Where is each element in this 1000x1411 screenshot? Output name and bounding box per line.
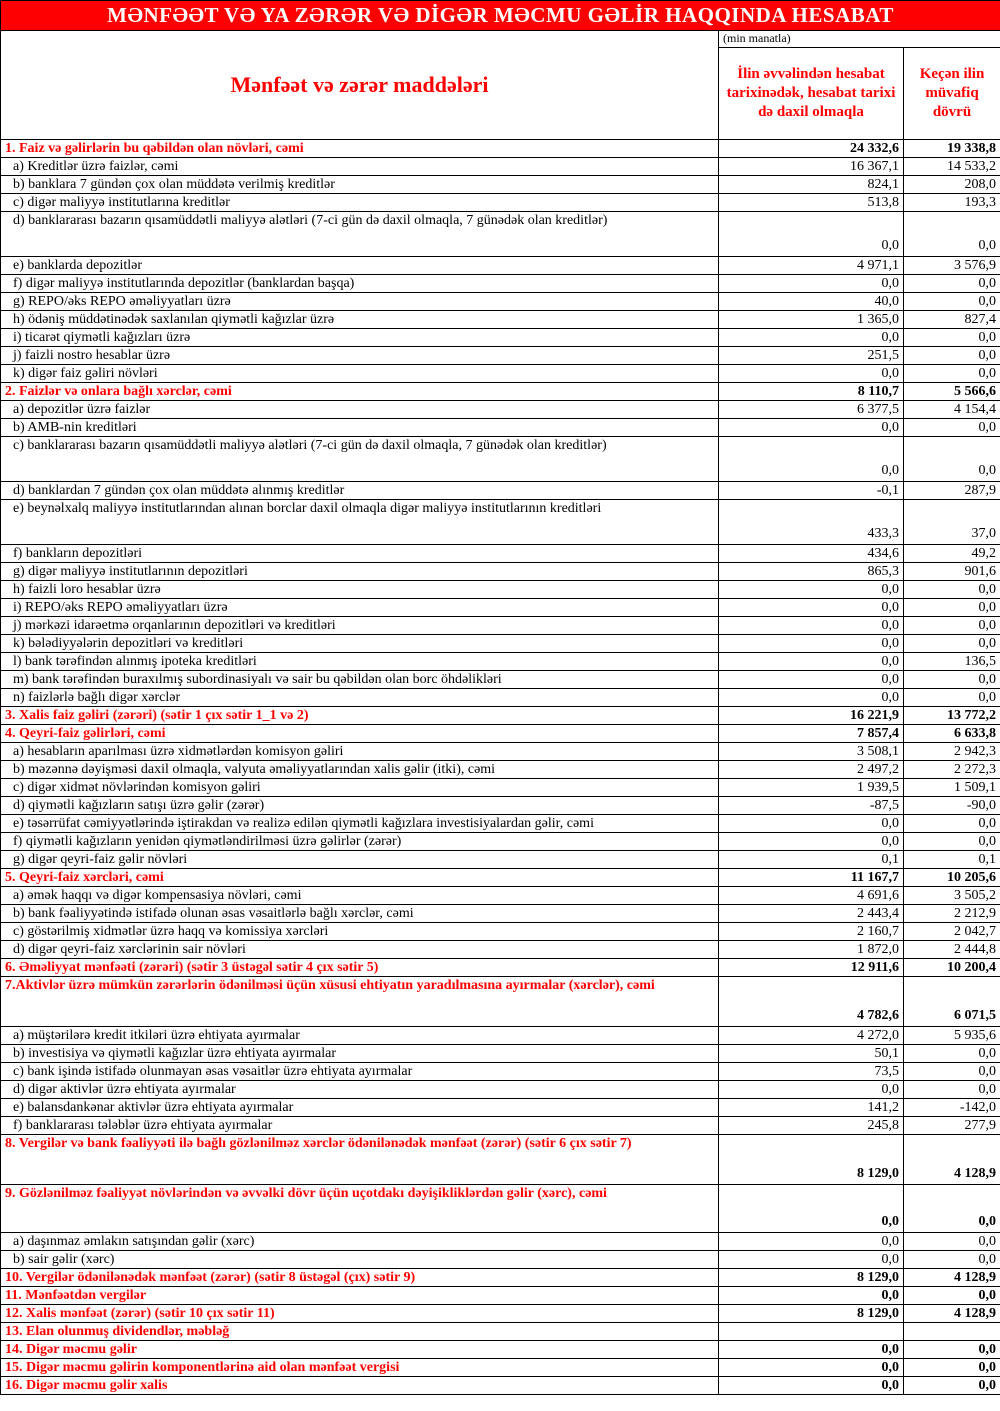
row-label: e) balansdankənar aktivlər üzrə ehtiyata ayırmalar <box>1 1099 719 1117</box>
row-label: f) digər maliyyə institutlarında depozitlər (banklardan başqa) <box>1 275 719 293</box>
value-previous-period: 4 154,4 <box>904 401 1000 419</box>
row-label: d) digər qeyri-faiz xərclərinin sair növləri <box>1 941 719 959</box>
value-previous-period: 3 505,2 <box>904 887 1000 905</box>
table-row <box>1 1359 1000 1377</box>
row-label: b) bank fəaliyyətində istifadə olunan əsas vəsaitlərlə bağlı xərclər, cəmi <box>1 905 719 923</box>
table-row <box>1 941 1000 959</box>
value-previous-period: 0,0 <box>904 419 1000 437</box>
value-current-period: 0,0 <box>719 1185 904 1233</box>
row-label: 6. Əməliyyat mənfəəti (zərəri) (sətir 3 üstəgəl sətir 4 çıx sətir 5) <box>1 959 719 977</box>
row-label: c) göstərilmiş xidmətlər üzrə haqq və komissiya xərcləri <box>1 923 719 941</box>
row-label: 2. Faizlər və onlara bağlı xərclər, cəmi <box>1 383 719 401</box>
value-previous-period: 0,0 <box>904 1377 1000 1395</box>
value-previous-period: 49,2 <box>904 545 1000 563</box>
value-previous-period: 0,0 <box>904 599 1000 617</box>
value-current-period <box>719 1323 904 1341</box>
row-label: d) banklardan 7 gündən çox olan müddətə alınmış kreditlər <box>1 482 719 500</box>
table-row <box>1 689 1000 707</box>
table-row <box>1 158 1000 176</box>
value-current-period: 0,0 <box>719 1359 904 1377</box>
value-current-period: 245,8 <box>719 1117 904 1135</box>
value-current-period: 12 911,6 <box>719 959 904 977</box>
table-row <box>1 1341 1000 1359</box>
row-label: g) REPO/əks REPO əməliyyatları üzrə <box>1 293 719 311</box>
table-row <box>1 1323 1000 1341</box>
table-row <box>1 140 1000 158</box>
table-row <box>1 1081 1000 1099</box>
row-label: 4. Qeyri-faiz gəlirləri, cəmi <box>1 725 719 743</box>
column-header-current-period: İlin əvvəlindən hesabat tarixinədək, hesabat tarixi də daxil olmaqla <box>719 48 904 140</box>
row-label: h) ödəniş müddətinədək saxlanılan qiymətli kağızlar üzrə <box>1 311 719 329</box>
row-label: a) müştərilərə kredit itkiləri üzrə ehtiyata ayırmalar <box>1 1027 719 1045</box>
value-previous-period: 5 566,6 <box>904 383 1000 401</box>
row-label: d) banklararası bazarın qısamüddətli maliyyə alətləri (7-ci gün də daxil olmaqla, 7 günədək olan kreditlər) <box>1 212 719 257</box>
value-previous-period: 10 200,4 <box>904 959 1000 977</box>
table-row <box>1 545 1000 563</box>
row-label: g) digər maliyyə institutlarının depozitləri <box>1 563 719 581</box>
table-row <box>1 653 1000 671</box>
table-row <box>1 212 1000 257</box>
table-row <box>1 1045 1000 1063</box>
row-label: m) bank tərəfindən buraxılmış subordinasiyalı və sair bu qəbildən olan borc öhdəlikləri <box>1 671 719 689</box>
value-current-period: 8 110,7 <box>719 383 904 401</box>
value-current-period: 434,6 <box>719 545 904 563</box>
value-current-period: 1 872,0 <box>719 941 904 959</box>
value-previous-period: -90,0 <box>904 797 1000 815</box>
value-current-period: 1 939,5 <box>719 779 904 797</box>
value-current-period: 1 365,0 <box>719 311 904 329</box>
row-label: f) qiymətli kağızların yenidən qiymətləndirilməsi üzrə gəlirlər (zərər) <box>1 833 719 851</box>
value-previous-period: 0,0 <box>904 635 1000 653</box>
row-label: 16. Digər məcmu gəlir xalis <box>1 1377 719 1395</box>
value-previous-period <box>904 1323 1000 1341</box>
value-previous-period: 0,0 <box>904 671 1000 689</box>
value-current-period: 0,0 <box>719 275 904 293</box>
value-previous-period: 0,0 <box>904 347 1000 365</box>
value-previous-period: 0,0 <box>904 1081 1000 1099</box>
value-current-period: 0,0 <box>719 833 904 851</box>
row-label: i) REPO/əks REPO əməliyyatları üzrə <box>1 599 719 617</box>
value-current-period: 16 221,9 <box>719 707 904 725</box>
value-previous-period: 10 205,6 <box>904 869 1000 887</box>
row-label: 13. Elan olunmuş dividendlər, məbləğ <box>1 1323 719 1341</box>
value-current-period: 251,5 <box>719 347 904 365</box>
value-current-period: 4 971,1 <box>719 257 904 275</box>
value-previous-period: -142,0 <box>904 1099 1000 1117</box>
value-current-period: 4 782,6 <box>719 977 904 1027</box>
table-row <box>1 293 1000 311</box>
title-row <box>1 1 1000 31</box>
table-row <box>1 581 1000 599</box>
value-current-period: 0,0 <box>719 1251 904 1269</box>
value-current-period: 433,3 <box>719 500 904 545</box>
row-label: h) faizli loro hesablar üzrə <box>1 581 719 599</box>
row-label: e) beynəlxalq maliyyə institutlarından alınan borclar daxil olmaqla digər maliyyə institutlarının kreditləri <box>1 500 719 545</box>
value-current-period: 24 332,6 <box>719 140 904 158</box>
row-label: 7.Aktivlər üzrə mümkün zərərlərin ödənilməsi üçün xüsusi ehtiyatın yaradılmasına ayırmalar (xərclər), cəmi <box>1 977 719 1027</box>
value-current-period: -0,1 <box>719 482 904 500</box>
value-current-period: 11 167,7 <box>719 869 904 887</box>
value-previous-period: 6 071,5 <box>904 977 1000 1027</box>
row-label: l) bank tərəfindən alınmış ipoteka kreditləri <box>1 653 719 671</box>
value-current-period: 2 443,4 <box>719 905 904 923</box>
table-row <box>1 869 1000 887</box>
value-previous-period: 0,0 <box>904 293 1000 311</box>
value-previous-period: 3 576,9 <box>904 257 1000 275</box>
value-previous-period: 1 509,1 <box>904 779 1000 797</box>
row-label: c) bank işində istifadə olunmayan əsas vəsaitlər üzrə ehtiyata ayırmalar <box>1 1063 719 1081</box>
table-row <box>1 383 1000 401</box>
row-label: b) investisiya və qiymətli kağızlar üzrə ehtiyata ayırmalar <box>1 1045 719 1063</box>
value-current-period: 4 272,0 <box>719 1027 904 1045</box>
table-row <box>1 815 1000 833</box>
value-current-period: 2 497,2 <box>719 761 904 779</box>
value-previous-period: 4 128,9 <box>904 1305 1000 1323</box>
table-row <box>1 563 1000 581</box>
row-label: 3. Xalis faiz gəliri (zərəri) (sətir 1 çıx sətir 1_1 və 2) <box>1 707 719 725</box>
value-previous-period: 4 128,9 <box>904 1269 1000 1287</box>
value-current-period: 8 129,0 <box>719 1305 904 1323</box>
value-current-period: 513,8 <box>719 194 904 212</box>
value-current-period: 0,0 <box>719 365 904 383</box>
value-current-period: 4 691,6 <box>719 887 904 905</box>
table-row <box>1 599 1000 617</box>
value-current-period: 0,0 <box>719 1081 904 1099</box>
row-label: j) faizli nostro hesablar üzrə <box>1 347 719 365</box>
table-row <box>1 482 1000 500</box>
value-current-period: 0,0 <box>719 689 904 707</box>
row-label: 8. Vergilər və bank fəaliyyəti ilə bağlı gözlənilməz xərclər ödənilənədək mənfəət (zərər) (sətir 6 çıx sətir 7) <box>1 1135 719 1185</box>
value-previous-period: 0,1 <box>904 851 1000 869</box>
value-previous-period: 277,9 <box>904 1117 1000 1135</box>
value-previous-period: 193,3 <box>904 194 1000 212</box>
value-current-period: 7 857,4 <box>719 725 904 743</box>
table-row <box>1 1135 1000 1185</box>
value-current-period: 0,0 <box>719 617 904 635</box>
table-row <box>1 671 1000 689</box>
table-row <box>1 419 1000 437</box>
unit-note: (min manatla) <box>719 31 1000 48</box>
value-previous-period: 5 935,6 <box>904 1027 1000 1045</box>
value-current-period: 8 129,0 <box>719 1135 904 1185</box>
table-row <box>1 194 1000 212</box>
table-row <box>1 1377 1000 1395</box>
row-label: a) Kreditlər üzrə faizlər, cəmi <box>1 158 719 176</box>
value-current-period: 0,0 <box>719 329 904 347</box>
report-table-body <box>1 140 1000 1395</box>
value-previous-period: 136,5 <box>904 653 1000 671</box>
table-row <box>1 329 1000 347</box>
row-label: 15. Digər məcmu gəlirin komponentlərinə aid olan mənfəət vergisi <box>1 1359 719 1377</box>
table-row <box>1 887 1000 905</box>
table-row <box>1 977 1000 1027</box>
row-label: 14. Digər məcmu gəlir <box>1 1341 719 1359</box>
value-current-period: 0,0 <box>719 599 904 617</box>
value-current-period: 0,0 <box>719 437 904 482</box>
table-row <box>1 761 1000 779</box>
value-current-period: 865,3 <box>719 563 904 581</box>
row-label: 10. Vergilər ödənilənədək mənfəət (zərər) (sətir 8 üstəgəl (çıx) sətir 9) <box>1 1269 719 1287</box>
value-current-period: 0,0 <box>719 653 904 671</box>
value-current-period: 141,2 <box>719 1099 904 1117</box>
table-row <box>1 707 1000 725</box>
value-current-period: 2 160,7 <box>719 923 904 941</box>
value-current-period: 0,0 <box>719 671 904 689</box>
value-previous-period: 0,0 <box>904 212 1000 257</box>
row-label: f) bankların depozitləri <box>1 545 719 563</box>
row-label: b) AMB-nin kreditləri <box>1 419 719 437</box>
table-row <box>1 500 1000 545</box>
row-label: 1. Faiz və gəlirlərin bu qəbildən olan növləri, cəmi <box>1 140 719 158</box>
table-row <box>1 437 1000 482</box>
value-previous-period: 2 042,7 <box>904 923 1000 941</box>
row-label: j) mərkəzi idarəetmə orqanlarının depozitləri və kreditləri <box>1 617 719 635</box>
table-row <box>1 635 1000 653</box>
row-label: i) ticarət qiymətli kağızları üzrə <box>1 329 719 347</box>
value-previous-period: 0,0 <box>904 1233 1000 1251</box>
row-label: c) digər xidmət növlərindən komisyon gəliri <box>1 779 719 797</box>
column-header-previous-period: Keçən ilin müvafiq dövrü <box>904 48 1000 140</box>
table-row <box>1 1233 1000 1251</box>
table-row <box>1 905 1000 923</box>
table-row <box>1 275 1000 293</box>
report-title: MƏNFƏƏT VƏ YA ZƏRƏR VƏ DİGƏR MƏCMU GƏLİR HAQQINDA HESABAT <box>1 1 1000 31</box>
row-label: d) digər aktivlər üzrə ehtiyata ayırmalar <box>1 1081 719 1099</box>
table-row <box>1 1269 1000 1287</box>
row-label: c) banklararası bazarın qısamüddətli maliyyə alətləri (7-ci gün də daxil olmaqla, 7 günədək olan kreditlər) <box>1 437 719 482</box>
table-row <box>1 1287 1000 1305</box>
value-previous-period: 14 533,2 <box>904 158 1000 176</box>
value-current-period: 824,1 <box>719 176 904 194</box>
value-previous-period: 6 633,8 <box>904 725 1000 743</box>
unit-row <box>1 31 1000 48</box>
value-current-period: 0,0 <box>719 815 904 833</box>
value-current-period: 0,0 <box>719 212 904 257</box>
row-label: 5. Qeyri-faiz xərcləri, cəmi <box>1 869 719 887</box>
value-current-period: 0,0 <box>719 581 904 599</box>
value-previous-period: 19 338,8 <box>904 140 1000 158</box>
row-label: d) qiymətli kağızların satışı üzrə gəlir (zərər) <box>1 797 719 815</box>
value-previous-period: 0,0 <box>904 581 1000 599</box>
row-label: g) digər qeyri-faiz gəlir növləri <box>1 851 719 869</box>
value-previous-period: 0,0 <box>904 1287 1000 1305</box>
value-previous-period: 0,0 <box>904 329 1000 347</box>
table-row <box>1 779 1000 797</box>
value-previous-period: 37,0 <box>904 500 1000 545</box>
row-label: 12. Xalis mənfəət (zərər) (sətir 10 çıx sətir 11) <box>1 1305 719 1323</box>
table-row <box>1 959 1000 977</box>
value-current-period: 0,0 <box>719 1341 904 1359</box>
value-current-period: 0,0 <box>719 1287 904 1305</box>
table-row <box>1 1027 1000 1045</box>
row-label: b) banklara 7 gündən çox olan müddətə verilmiş kreditlər <box>1 176 719 194</box>
table-row <box>1 923 1000 941</box>
table-row <box>1 617 1000 635</box>
row-label: a) daşınmaz əmlakın satışından gəlir (xərc) <box>1 1233 719 1251</box>
table-row <box>1 1117 1000 1135</box>
value-current-period: 50,1 <box>719 1045 904 1063</box>
row-label: k) bələdiyyələrin depozitləri və kreditləri <box>1 635 719 653</box>
value-previous-period: 0,0 <box>904 617 1000 635</box>
table-row <box>1 176 1000 194</box>
value-previous-period: 901,6 <box>904 563 1000 581</box>
value-previous-period: 13 772,2 <box>904 707 1000 725</box>
value-current-period: 0,0 <box>719 419 904 437</box>
row-label: f) banklararası tələblər üzrə ehtiyata ayırmalar <box>1 1117 719 1135</box>
table-row <box>1 1251 1000 1269</box>
value-previous-period: 0,0 <box>904 1063 1000 1081</box>
value-previous-period: 2 272,3 <box>904 761 1000 779</box>
value-previous-period: 287,9 <box>904 482 1000 500</box>
value-previous-period: 0,0 <box>904 365 1000 383</box>
value-previous-period: 0,0 <box>904 1045 1000 1063</box>
value-previous-period: 0,0 <box>904 833 1000 851</box>
value-current-period: -87,5 <box>719 797 904 815</box>
row-label: b) məzənnə dəyişməsi daxil olmaqla, valyuta əməliyyatlarından xalis gəlir (itki), cəmi <box>1 761 719 779</box>
value-previous-period: 0,0 <box>904 437 1000 482</box>
value-previous-period: 208,0 <box>904 176 1000 194</box>
value-previous-period: 2 942,3 <box>904 743 1000 761</box>
value-current-period: 6 377,5 <box>719 401 904 419</box>
value-previous-period: 0,0 <box>904 275 1000 293</box>
table-row <box>1 1305 1000 1323</box>
row-label: 11. Mənfəətdən vergilər <box>1 1287 719 1305</box>
value-previous-period: 2 444,8 <box>904 941 1000 959</box>
row-label: e) təsərrüfat cəmiyyətlərində iştirakdan və realizə edilən qiymətli kağızlara investisiyalardan gəlir, cəmi <box>1 815 719 833</box>
row-label: b) sair gəlir (xərc) <box>1 1251 719 1269</box>
table-row <box>1 347 1000 365</box>
value-current-period: 0,0 <box>719 1377 904 1395</box>
table-row <box>1 257 1000 275</box>
column-header-items: Mənfəət və zərər maddələri <box>1 31 719 140</box>
value-current-period: 0,0 <box>719 635 904 653</box>
row-label: n) faizlərlə bağlı digər xərclər <box>1 689 719 707</box>
table-row <box>1 1099 1000 1117</box>
table-row <box>1 401 1000 419</box>
table-row <box>1 1185 1000 1233</box>
table-row <box>1 365 1000 383</box>
table-row <box>1 311 1000 329</box>
value-previous-period: 2 212,9 <box>904 905 1000 923</box>
value-current-period: 73,5 <box>719 1063 904 1081</box>
table-row <box>1 725 1000 743</box>
value-current-period: 16 367,1 <box>719 158 904 176</box>
row-label: a) əmək haqqı və digər kompensasiya növləri, cəmi <box>1 887 719 905</box>
table-row <box>1 743 1000 761</box>
row-label: k) digər faiz gəliri növləri <box>1 365 719 383</box>
value-current-period: 0,0 <box>719 1233 904 1251</box>
value-previous-period: 0,0 <box>904 689 1000 707</box>
value-previous-period: 0,0 <box>904 1251 1000 1269</box>
table-row <box>1 797 1000 815</box>
table-row <box>1 851 1000 869</box>
value-current-period: 3 508,1 <box>719 743 904 761</box>
value-current-period: 40,0 <box>719 293 904 311</box>
table-row <box>1 833 1000 851</box>
value-previous-period: 0,0 <box>904 1341 1000 1359</box>
row-label: 9. Gözlənilməz fəaliyyət növlərindən və əvvəlki dövr üçün uçotdakı dəyişikliklərdən gəlir (xərc), cəmi <box>1 1185 719 1233</box>
value-previous-period: 0,0 <box>904 1359 1000 1377</box>
row-label: e) banklarda depozitlər <box>1 257 719 275</box>
table-row <box>1 1063 1000 1081</box>
value-previous-period: 0,0 <box>904 815 1000 833</box>
value-current-period: 8 129,0 <box>719 1269 904 1287</box>
row-label: a) depozitlər üzrə faizlər <box>1 401 719 419</box>
row-label: a) hesabların aparılması üzrə xidmətlərdən komisyon gəliri <box>1 743 719 761</box>
row-label: c) digər maliyyə institutlarına kreditlər <box>1 194 719 212</box>
value-previous-period: 0,0 <box>904 1185 1000 1233</box>
value-previous-period: 827,4 <box>904 311 1000 329</box>
value-previous-period: 4 128,9 <box>904 1135 1000 1185</box>
value-current-period: 0,1 <box>719 851 904 869</box>
